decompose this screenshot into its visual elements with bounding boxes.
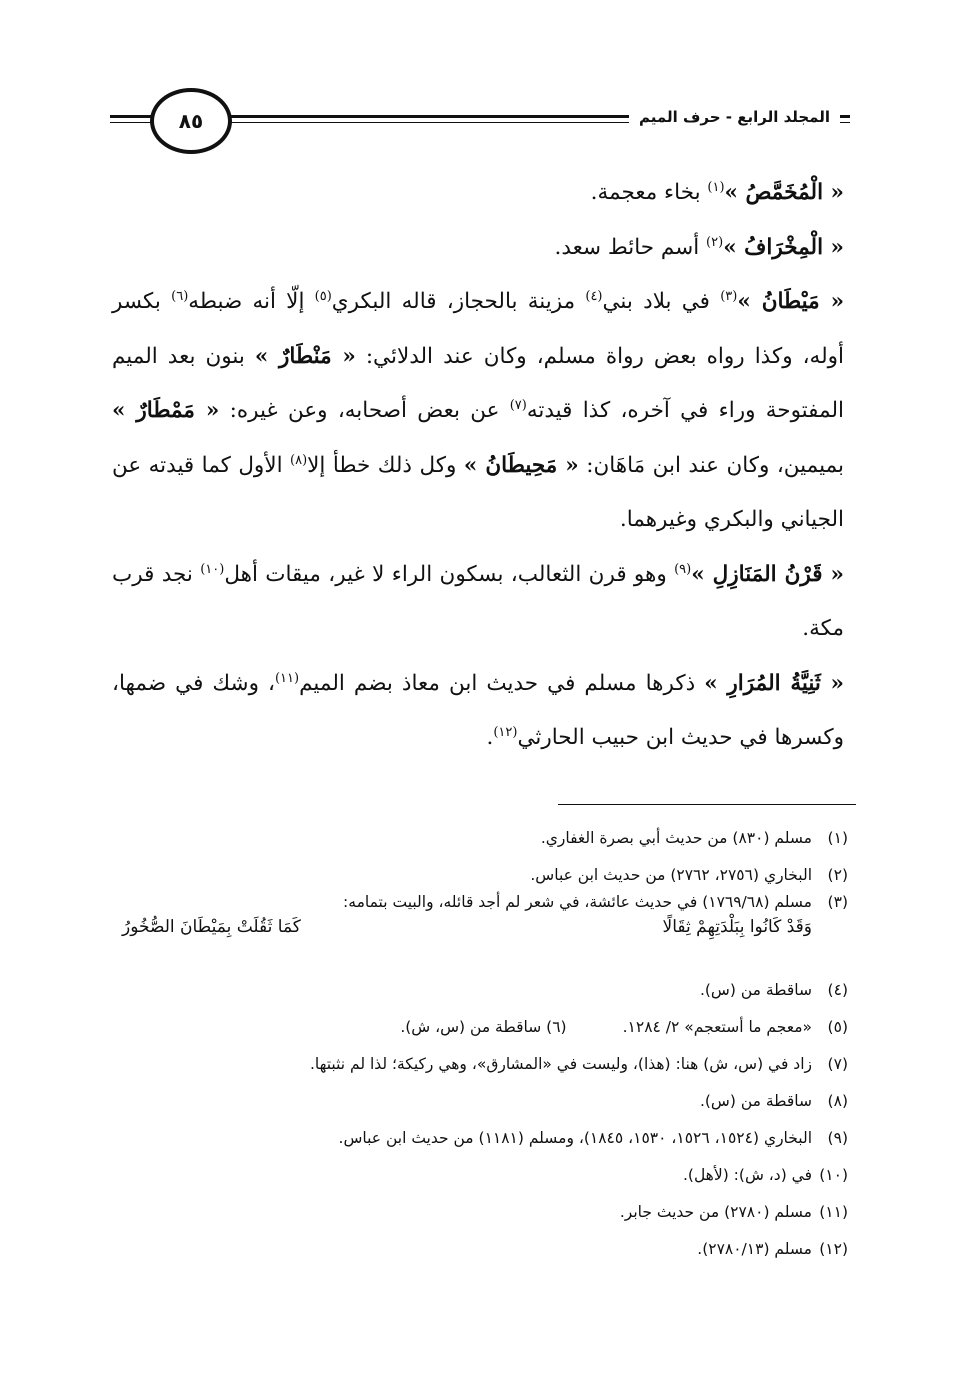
footnote-item [108, 1119, 848, 1156]
footnote-ref: (٣) [720, 288, 738, 304]
entry-text: بخاء معجمة. [590, 180, 708, 205]
footnote-text: مسلم (١٧٦٩/٦٨) في حديث عائشة، في شعر لم أجد قائله، والبيت بتمامه: [343, 893, 812, 911]
footnote-number: (٣) [827, 893, 848, 911]
footnote-number: (٧) [827, 1054, 848, 1073]
footnote-text: ساقطة من (س، ش). [400, 1017, 542, 1036]
footnote-item-pair [108, 1008, 848, 1045]
footnote-ref: (٨) [290, 452, 308, 468]
footnote-ref: (١١) [274, 670, 300, 686]
footnote-ref: (٧) [509, 397, 527, 413]
footnote-pair [400, 1018, 812, 1036]
page-header [110, 88, 850, 154]
footnote-separator [558, 804, 856, 805]
verse-second-hemistich: كَمَا ثَقُلَتْ بِمَيْطَانَ الصُّخُورُ [122, 917, 301, 937]
footnote-item [108, 1045, 848, 1082]
variant-term: « مَمْطَارٌ » [112, 398, 220, 423]
entry-term: « مَيْطَانُ » [737, 289, 845, 314]
footnote-number: (٥) [827, 1017, 848, 1036]
footnote-text: ساقطة من (س). [699, 980, 812, 999]
footnotes [108, 819, 848, 1267]
entry-mukhammas [112, 166, 844, 221]
footnote-item [108, 856, 848, 893]
entry-term: « الْمِخْرَافُ » [723, 234, 844, 260]
footnote-text: زاد في (س، ش) هنا: (هذا)، وليست في «المشارق»، وهي ركيكة؛ لذا لم نثبتها. [309, 1054, 812, 1073]
entry-text: وهو قرن الثعالب، بسكون الراء لا غير، ميقات أهل [224, 561, 675, 587]
entry-term: « ثَنِيَّةُ المُرَارِ » [704, 670, 844, 696]
footnote-ref: (٢) [706, 234, 724, 250]
entry-mikhraf [112, 221, 844, 276]
entry-qarn-al-manazil [112, 548, 844, 657]
footnote-ref: (٤) [585, 288, 603, 304]
footnote-body [108, 893, 812, 937]
running-title: المجلد الرابع - حرف الميم [629, 104, 840, 130]
footnote-text: مسلم (٢٧٨٠) من حديث جابر. [619, 1202, 812, 1221]
footnote-number: (٩) [827, 1128, 848, 1147]
footnote-number: (٦) [546, 1017, 567, 1036]
entry-text: مزينة بالحجاز، قاله البكري [331, 289, 586, 314]
entry-text: بميمين، وكان عند ابن مَاهَان: [578, 452, 844, 478]
footnote-item [108, 1230, 848, 1267]
entry-text: نجد قرب مكة. [112, 561, 844, 641]
footnote-ref: (٩) [674, 561, 692, 577]
entry-text: بكسر أوله، وكذا رواه بعض رواة مسلم، وكان عند الدلائي: [112, 289, 844, 369]
verse-first-hemistich: وَقَدْ كَانُوا بِبَلْدَتِهِمْ ثِقَالًا [662, 917, 812, 937]
entry-thaniyyat-al-murar [112, 657, 844, 766]
footnote-text: البخاري (١٥٢٤، ١٥٢٦، ١٥٣٠، ١٨٤٥)، ومسلم (١١٨١) من حديث ابن عباس. [338, 1128, 812, 1147]
poetry-verse [122, 917, 812, 937]
entry-text: أسم حائط سعد. [554, 234, 707, 260]
entry-text: وكل ذلك خطأ إلا [307, 452, 464, 478]
footnote-ref: (١) [707, 179, 725, 195]
footnote-item [108, 893, 848, 971]
main-text [112, 166, 844, 766]
variant-term: « مَحِيطَانُ » [463, 452, 579, 478]
footnote-number: (١٠) [819, 1165, 848, 1184]
entry-text: في بلاد بني [602, 289, 721, 314]
footnote-item [108, 971, 848, 1008]
footnote-item [108, 1193, 848, 1230]
footnote-number: (١١) [819, 1202, 848, 1221]
footnote-text: «معجم ما أستعجم» ٢/ ١٢٨٤. [622, 1017, 812, 1036]
footnote-item [108, 819, 848, 856]
entry-text: بنون بعد الميم المفتوحة وراء في آخره، كذا قيدته [112, 343, 844, 423]
footnote-item [108, 1082, 848, 1119]
footnote-text: ساقطة من (س). [699, 1091, 812, 1110]
footnote-number: (١) [827, 828, 848, 847]
footnote-ref: (٥) [314, 288, 332, 304]
footnote-text: مسلم (٢٧٨٠/١٣). [697, 1239, 812, 1258]
footnote-text: البخاري (٢٧٥٦، ٢٧٦٢) من حديث ابن عباس. [530, 865, 812, 884]
footnote-inline [400, 1018, 566, 1036]
footnote-number: (٨) [827, 1091, 848, 1110]
footnote-ref: (١٢) [493, 724, 518, 740]
entry-text: . [486, 725, 494, 750]
footnote-text: في (د، ش): (لأهل). [682, 1165, 812, 1184]
entry-term: « قَرْنُ المَنَازِلِ » [691, 561, 844, 587]
variant-term: « مَنْطَارٌ » [254, 343, 356, 369]
entry-text: الأول كما قيدته عن الجياني والبكري وغيرهما. [112, 452, 844, 532]
entry-text: ذكرها مسلم في حديث ابن معاذ بضم الميم [299, 670, 705, 696]
footnote-number: (٤) [827, 980, 848, 999]
entry-maytan [112, 275, 844, 548]
footnote-number: (٢) [827, 865, 848, 884]
footnote-ref: (٦) [171, 288, 189, 304]
page-number: ٨٥ [150, 88, 232, 154]
entry-text: عن بعض أصحابه، وعن غيره: [219, 398, 510, 423]
footnote-text: مسلم (٨٣٠) من حديث أبي بصرة الغفاري. [540, 828, 812, 847]
footnote-item [108, 1156, 848, 1193]
footnote-number: (١٢) [819, 1239, 848, 1258]
entry-text: ، وشك في ضمها، وكسرها في حديث ابن حبيب الحارثي [112, 670, 844, 750]
entry-term: « الْمُخَمَّصُ » [724, 180, 844, 205]
footnote-ref: (١٠) [200, 561, 225, 577]
entry-text: إلّا أنه ضبطه [188, 289, 315, 314]
